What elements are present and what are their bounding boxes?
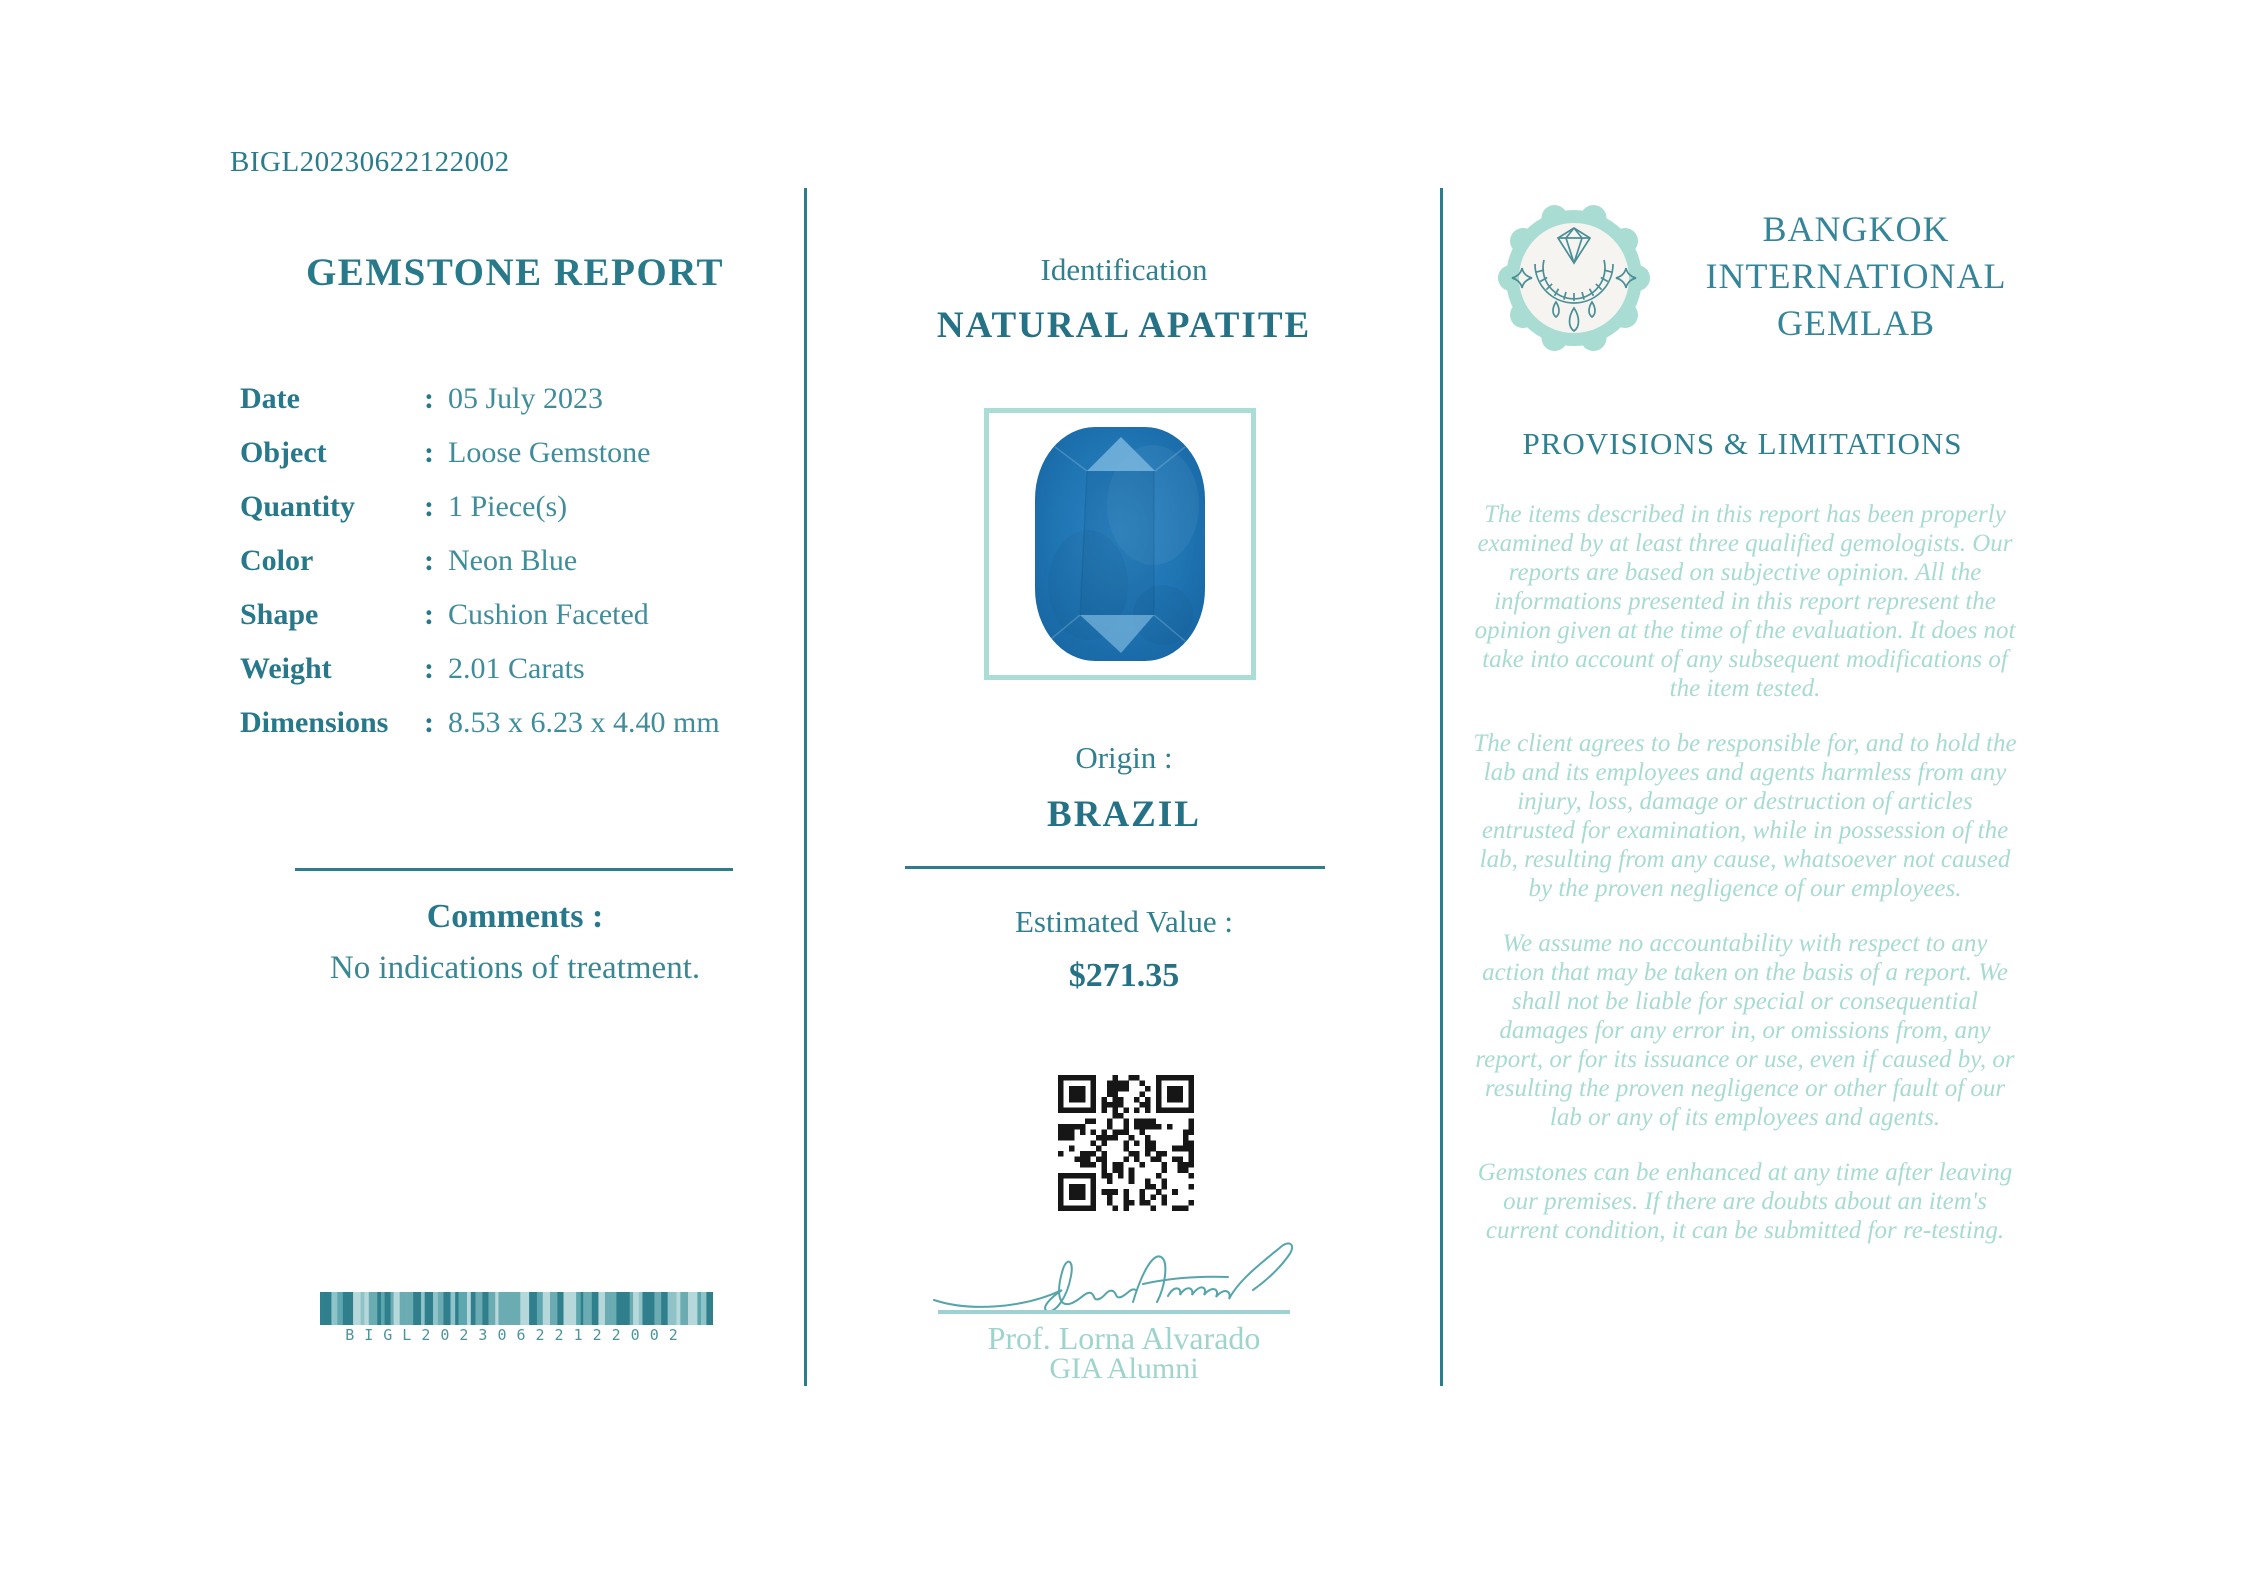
lab-name-line-3: GEMLAB <box>1777 303 1935 343</box>
barcode-bars <box>320 1292 713 1325</box>
detail-row-weight <box>240 642 760 696</box>
provisions-paragraph-1: The items described in this report has been properly examined by at least three qualified gemologists. Our reports are based on subjective opinion. All the informations presented in this report represent the opinion given at the time of the evaluation. It does not take into account of any subsequent modifications of the item tested. <box>1474 501 2016 702</box>
detail-value: 05 July 2023 <box>448 382 604 415</box>
qr-code <box>1058 1075 1194 1211</box>
gem-species: NATURAL APATITE <box>936 305 1312 346</box>
estimated-value-divider-line <box>905 866 1325 869</box>
detail-value: Cushion Faceted <box>448 598 649 631</box>
provisions-text <box>1472 500 2018 1271</box>
lab-name <box>1700 206 2012 347</box>
origin-value: BRAZIL <box>1047 794 1201 835</box>
lab-name-line-1: BANGKOK <box>1762 209 1950 249</box>
detail-colon: : <box>424 544 434 577</box>
estimated-value-amount: $271.35 <box>1068 957 1180 994</box>
comments-text: No indications of treatment. <box>329 950 701 986</box>
provisions-heading: PROVISIONS & LIMITATIONS <box>1522 426 1963 461</box>
signature-line <box>938 1310 1290 1314</box>
detail-colon: : <box>424 382 434 415</box>
detail-value: Loose Gemstone <box>448 436 651 469</box>
detail-row-quantity <box>240 480 760 534</box>
detail-label: Dimensions <box>240 706 389 739</box>
detail-label: Color <box>240 544 314 577</box>
signatory-title: GIA Alumni <box>1049 1352 1199 1385</box>
report-details-table <box>240 372 760 750</box>
provisions-paragraph-4: Gemstones can be enhanced at any time after leaving our premises. If there are doubts about an item's current condition, it can be submitted for re-testing. <box>1477 1159 2013 1244</box>
provisions-paragraph-2: The client agrees to be responsible for, and to hold the lab and its employees and agents harmless from any injury, loss, damage or destruction of articles entrusted for examination, while in possession of the lab, resulting from any cause, whatsoever not caused by the proven negligence of our employees. <box>1473 730 2017 902</box>
detail-row-object <box>240 426 760 480</box>
detail-row-shape <box>240 588 760 642</box>
detail-row-color <box>240 534 760 588</box>
detail-colon: : <box>424 598 434 631</box>
detail-value: 8.53 x 6.23 x 4.40 mm <box>448 706 720 739</box>
detail-colon: : <box>424 652 434 685</box>
identification-heading: Identification <box>1040 252 1208 287</box>
report-title: GEMSTONE REPORT <box>305 251 725 294</box>
lab-name-line-2: INTERNATIONAL <box>1705 256 2007 296</box>
comments-heading: Comments : <box>426 898 604 935</box>
detail-colon: : <box>424 436 434 469</box>
signature-handwriting <box>928 1236 1312 1314</box>
detail-label: Shape <box>240 598 319 631</box>
column-divider-left <box>804 188 807 1386</box>
comments-divider-line <box>295 868 733 871</box>
detail-value: 1 Piece(s) <box>448 490 568 523</box>
origin-heading: Origin : <box>1075 740 1173 775</box>
detail-value: Neon Blue <box>448 544 578 577</box>
column-divider-right <box>1440 188 1443 1386</box>
gemstone-photo <box>1033 425 1207 663</box>
detail-label: Object <box>240 436 327 469</box>
detail-value: 2.01 Carats <box>448 652 585 685</box>
provisions-paragraph-3: We assume no accountability with respect to any action that may be taken on the basis of a report. We shall not be liable for special or consequential damages for any error in, or omissions from, any report, or for its issuance or use, even if caused by, or resulting the proven negligence or other fault of our lab or any of its employees and agents. <box>1475 930 2015 1131</box>
estimated-value-heading: Estimated Value : <box>1014 904 1234 939</box>
qr-code-pattern <box>1058 1075 1194 1211</box>
detail-colon: : <box>424 490 434 523</box>
report-number: BIGL20230622122002 <box>230 146 510 178</box>
detail-colon: : <box>424 706 434 739</box>
gemlab-logo-icon <box>1492 196 1656 360</box>
detail-label: Quantity <box>240 490 356 523</box>
signatory-name: Prof. Lorna Alvarado <box>987 1320 1261 1356</box>
detail-label: Date <box>240 382 300 415</box>
barcode-text: BIGL20230622122002 <box>345 1326 688 1344</box>
detail-row-dimensions <box>240 696 760 750</box>
detail-row-date <box>240 372 760 426</box>
gemstone-photo-frame <box>984 408 1256 680</box>
barcode <box>320 1292 713 1344</box>
detail-label: Weight <box>240 652 332 685</box>
